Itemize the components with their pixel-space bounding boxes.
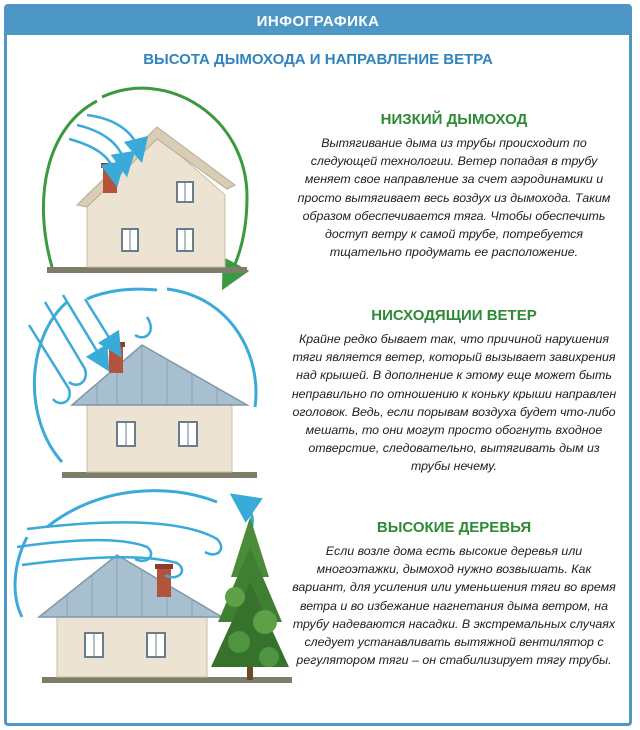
chimney-icon — [103, 165, 117, 193]
chimney-icon — [109, 345, 123, 373]
tree-icon — [211, 517, 289, 680]
section-downwind — [289, 307, 619, 476]
section-heading: ВЫСОКИЕ ДЕРЕВЬЯ — [376, 519, 532, 536]
house-low-chimney — [43, 88, 247, 277]
section-heading: НИСХОДЯЩИИ ВЕТЕР — [371, 307, 537, 324]
banner — [7, 7, 629, 35]
window-icon — [177, 182, 193, 202]
window-icon — [117, 422, 135, 446]
section-text: Вытягивание дыма из трубы происходит по следующей технологии. Ветер попадая в трубу меняет свое направление за счет аэродинамики и просто вытягивает весь воздух из дымохода. Таким образом обеспечивается тяга. Чтобы обеспечить доступ ветру к самой трубе, потребуется тщательно продумать ее расположение. — [297, 136, 611, 260]
window-icon — [85, 633, 103, 657]
window-icon — [147, 633, 165, 657]
infographic-frame — [4, 4, 632, 726]
section-heading: НИЗКИЙ ДЫМОХОД — [380, 111, 528, 128]
illustration — [7, 77, 292, 726]
section-low-chimney — [289, 111, 619, 261]
section-text: Если возле дома есть высокие деревья или многоэтажки, дымоход нужно возвышать. Как вариант, для усиления или уменьшения тяги во время ветра и во избежание нагнетания дыма ветром, на трубу надеваются насадки. В экстремальных случаях следует устанавливать вытяжной вентилятор с регулятором тяги – он стабилизирует тягу трубы. — [292, 544, 616, 668]
window-icon — [122, 229, 138, 251]
section-text: Крайне редко бывает так, что причиной нарушения тяги является ветер, который вызывает завихрения над крышей. В дополнение к этому еще может быть неправильно по отношению к коньку крыши направлен оголовок. Ведь, если порывам воздуха будет что-либо мешать, то они могут просто обогнуть входное отверстие, следовательно, вытягивать дым из трубы нечему. — [291, 332, 617, 474]
window-icon — [179, 422, 197, 446]
window-icon — [177, 229, 193, 251]
section-tall-trees — [289, 519, 619, 669]
house-tall-trees — [15, 491, 292, 683]
house-downwind — [29, 289, 257, 478]
page-subtitle: ВЫСОТА ДЫМОХОДА И НАПРАВЛЕНИЕ ВЕТРА — [143, 51, 493, 68]
banner-title: ИНФОГРАФИКА — [256, 12, 380, 30]
chimney-icon — [157, 567, 171, 597]
rotation-arrow-icon — [34, 302, 67, 462]
